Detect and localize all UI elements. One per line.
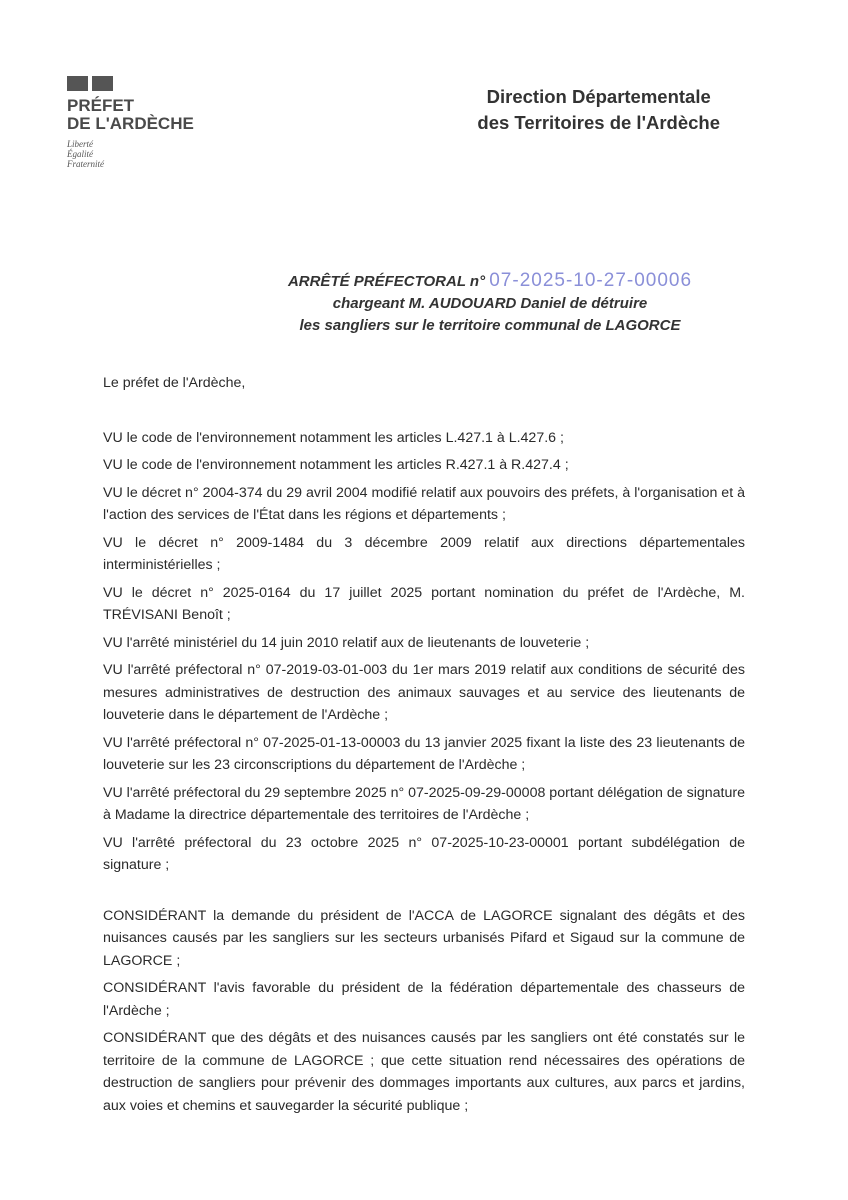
title-line: chargeant M. AUDOUARD Daniel de détruire (332, 295, 648, 312)
motto (67, 139, 194, 169)
considerant-paragraph: CONSIDÉRANT que des dégâts et des nuisances causés par les sangliers ont été constatés sur le territoire de la commune de LAGORCE ; que cette situation rend nécessaires des opérations de destruction de sangliers pour prévenir des dommages importants aux cultures, aux parcs et jardins, aux voies et chemins et sauvegarder la sécurité publique ; (103, 1030, 745, 1114)
logo-line: PRÉFET (67, 96, 135, 115)
direction-heading (477, 84, 720, 136)
considerant-paragraph: CONSIDÉRANT la demande du président de l'ACCA de LAGORCE signalant des dégâts et des nuisances causés par les sangliers sur les secteurs urbanisés Pifard et Sigaud sur la commune de LAGORCE ; (103, 907, 745, 969)
direction-line: Direction Départementale (486, 86, 711, 107)
document-title (230, 270, 750, 337)
motto-line: Fraternité (67, 159, 104, 169)
vu-paragraph: VU le code de l'environnement notamment les articles L.427.1 à L.427.6 ; (103, 429, 564, 446)
title-label: ARRÊTÉ PRÉFECTORAL n° (287, 273, 486, 290)
title-line: les sangliers sur le territoire communal de LAGORCE (299, 317, 681, 334)
vu-paragraph: VU le décret n° 2009-1484 du 3 décembre 2009 relatif aux directions départementales interministérielles ; (103, 534, 745, 573)
considerant-paragraph: CONSIDÉRANT l'avis favorable du président de la fédération départementale des chasseurs de l'Ardèche ; (103, 980, 745, 1019)
logo-line: DE L'ARDÈCHE (67, 114, 194, 133)
motto-line: Liberté (67, 139, 93, 149)
vu-paragraph: VU l'arrêté préfectoral n° 07-2025-01-13-00003 du 13 janvier 2025 fixant la liste des 23 lieutenants de louveterie sur les 23 circonscriptions du département de l'Ardèche ; (103, 734, 745, 773)
vu-paragraph: VU l'arrêté préfectoral du 23 octobre 2025 n° 07-2025-10-23-00001 portant subdélégation de signature ; (103, 834, 745, 873)
motto-line: Égalité (67, 149, 93, 159)
vu-paragraph: VU le code de l'environnement notamment les articles R.427.1 à R.427.4 ; (103, 457, 569, 473)
direction-line: des Territoires de l'Ardèche (477, 112, 720, 133)
intro: Le préfet de l'Ardèche, (103, 375, 246, 391)
vu-paragraph: VU le décret n° 2025-0164 du 17 juillet 2025 portant nomination du préfet de l'Ardèche, M. TRÉVISANI Benoît ; (103, 584, 745, 623)
document-body (103, 372, 745, 1122)
vu-paragraph: VU l'arrêté ministériel du 14 juin 2010 relatif aux de lieutenants de louveterie ; (103, 634, 590, 651)
vu-paragraph: VU l'arrêté préfectoral du 29 septembre 2025 n° 07-2025-09-29-00008 portant délégation de signature à Madame la directrice départementale des territoires de l'Ardèche ; (103, 784, 745, 823)
marianne-emblem-icon (67, 76, 194, 91)
vu-paragraph: VU l'arrêté préfectoral n° 07-2019-03-01-003 du 1er mars 2019 relatif aux conditions de sécurité des mesures administratives de destruction des animaux sauvages et au service des lieutenants de louveterie dans le département de l'Ardèche ; (103, 662, 745, 723)
prefecture-logo (67, 76, 194, 169)
handwritten-decree-number: 07-2025-10-27-00006 (489, 270, 693, 291)
vu-paragraph: VU le décret n° 2004-374 du 29 avril 2004 modifié relatif aux pouvoirs des préfets, à l'organisation et à l'action des services de l'État dans les régions et départements ; (103, 484, 745, 523)
